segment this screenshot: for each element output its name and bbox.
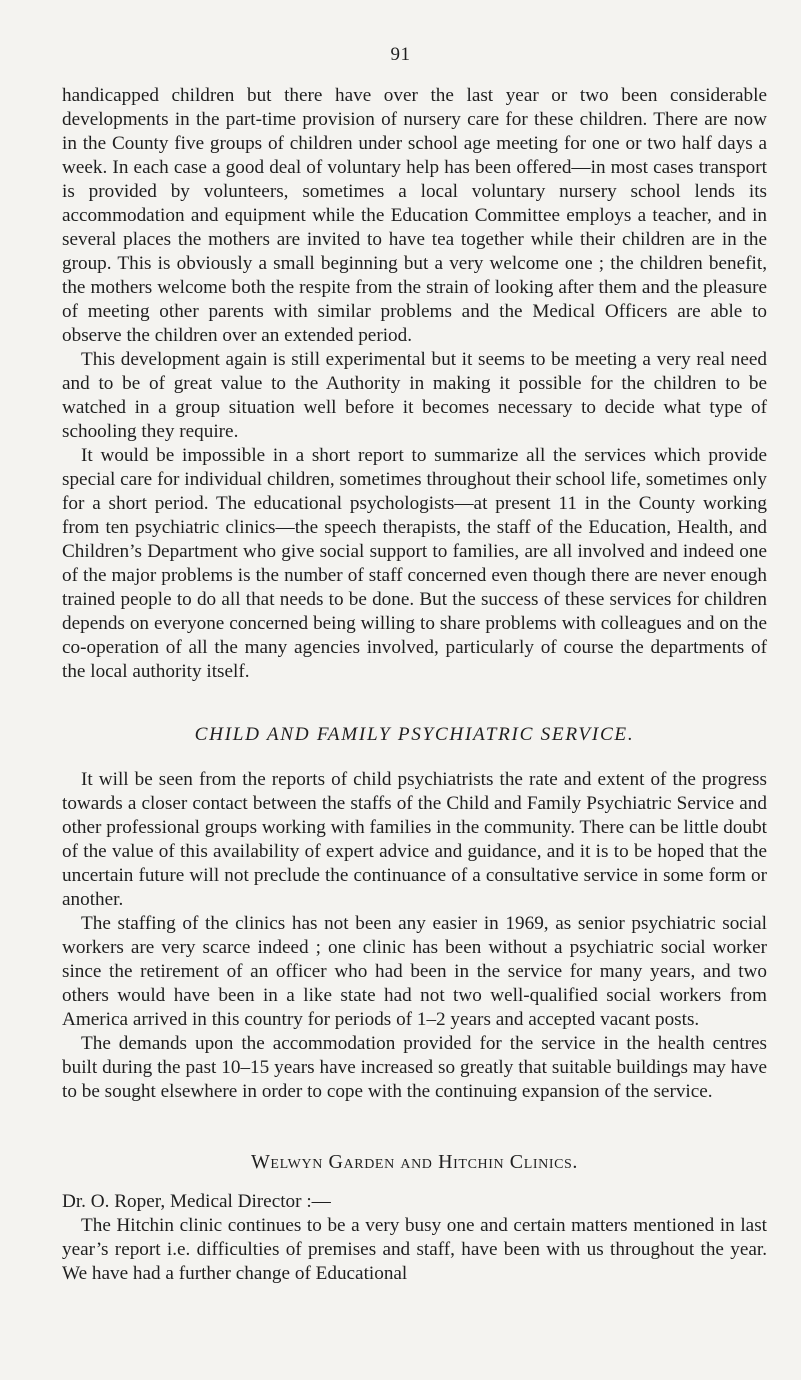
paragraph-accommodation-demands: The demands upon the accommodation provided for the service in the health centres built during the past 10–15 years have increased so greatly that suitable buildings may have to be sought elsewhere in order to cope with the continuing expansion of the service. — [62, 1033, 767, 1102]
document-body — [62, 84, 767, 1286]
page-number: 91 — [390, 44, 411, 65]
paragraph-hitchin-clinic: The Hitchin clinic continues to be a very busy one and certain matters mentioned in last year’s report i.e. difficulties of premises and staff, have been with us throughout the year. We have had a further change of Educational — [62, 1215, 767, 1284]
paragraph-handicapped-children: handicapped children but there have over the last year or two been considerable developments in the part-time provision of nursery care for these children. There are now in the County five groups of children under school age meeting for one or two half days a week. In each case a good deal of voluntary help has been offered—in most cases transport is provided by volunteers, sometimes a local voluntary nursery school lends its accommodation and equipment while the Education Committee employs a teacher, and in several places the mothers are invited to have tea together while their children are in the group. This is obviously a small beginning but a very welcome one ; the children benefit, the mothers welcome both the respite from the strain of looking after them and the pleasure of meeting other parents with similar problems and the Medical Officers are able to observe the children over an extended period. — [62, 85, 767, 346]
medical-director-byline: Dr. O. Roper, Medical Director :— — [62, 1191, 331, 1212]
paragraph-special-care-services: It would be impossible in a short report to summarize all the services which provide special care for individual children, sometimes throughout their school life, sometimes only for a short period. The educational psychologists—at present 11 in the County working from ten psychiatric clinics—the speech therapists, the staff of the Education, Health, and Children’s Department who give social support to families, are all involved and indeed one of the major problems is the number of staff concerned even though there are never enough trained people to do all that needs to be done. But the success of these services for children depends on everyone concerned being willing to share problems with colleagues and on the co-operation of all the many agencies involved, particularly of course the departments of the local authority itself. — [62, 445, 767, 682]
paragraph-clinic-staffing: The staffing of the clinics has not been any easier in 1969, as senior psychiatric social workers are very scarce indeed ; one clinic has been without a psychiatric social worker since the retirement of an officer who had been in the service for many years, and two others would have been in a like state had not two well-qualified social workers from America arrived in this country for periods of 1–2 years and accepted vacant posts. — [62, 913, 767, 1030]
section-heading-welwyn-hitchin: Welwyn Garden and Hitchin Clinics. — [250, 1151, 579, 1173]
paragraph-progress-contact: It will be seen from the reports of child psychiatrists the rate and extent of the progress towards a closer contact between the staffs of the Child and Family Psychiatric Service and other professional groups working with families in the community. There can be little doubt of the value of this availability of expert advice and guidance, and it is to be hoped that the uncertain future will not preclude the continuance of a consultative service in some form or another. — [62, 769, 767, 910]
section-heading-child-family-psychiatric: CHILD AND FAMILY PSYCHIATRIC SERVICE. — [194, 724, 635, 745]
paragraph-experimental-development: This development again is still experimental but it seems to be meeting a very real need and to be of great value to the Authority in making it possible for the children to be watched in a group situation well before it becomes necessary to decide what type of schooling they require. — [62, 349, 767, 442]
